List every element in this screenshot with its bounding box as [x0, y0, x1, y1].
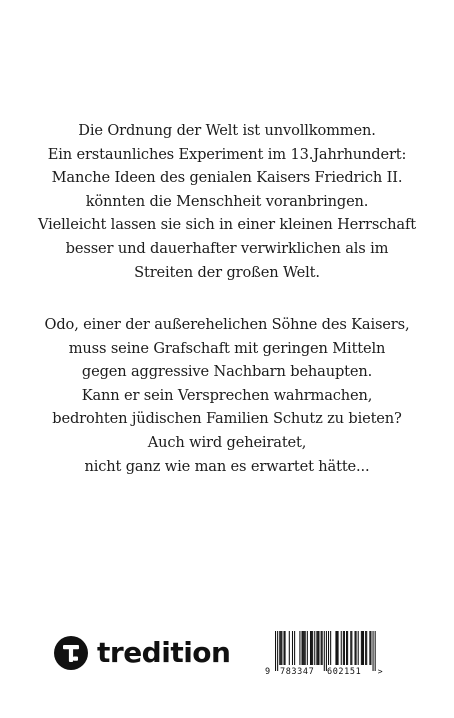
- isbn-barcode: [264, 627, 383, 677]
- barcode-bar: [299, 631, 300, 665]
- barcode-bar: [304, 631, 305, 665]
- barcode-bar: [283, 631, 284, 665]
- barcode-bar: [362, 631, 363, 665]
- barcode-bar: [321, 631, 322, 665]
- barcode-bar: [338, 631, 339, 665]
- barcode-bar: [326, 631, 327, 671]
- barcode-bar: [310, 631, 311, 665]
- barcode-bar: [361, 631, 362, 665]
- blurb-line: Manche Ideen des genialen Kaisers Friedrich II.: [51, 169, 403, 187]
- barcode-bar: [351, 631, 352, 665]
- barcode-bar: [275, 631, 276, 671]
- barcode-bar: [279, 631, 280, 665]
- blurb-line: Streiten der großen Welt.: [134, 263, 320, 281]
- barcode-bar: [336, 631, 337, 665]
- barcode-bar: [363, 631, 364, 665]
- barcode-bar: [312, 631, 313, 665]
- barcode-bar: [373, 631, 374, 671]
- publisher-logo: [54, 636, 230, 670]
- barcode-bar: [277, 631, 278, 671]
- barcode-bar: [294, 631, 295, 665]
- barcode-bar: [322, 631, 323, 665]
- barcode-bar: [335, 631, 336, 665]
- barcode-bar: [347, 631, 348, 665]
- blurb-line: nicht ganz wie man es erwartet hätte...: [84, 457, 370, 475]
- barcode-digit-group-1: 783347: [280, 667, 315, 677]
- blurb-line: bedrohten jüdischen Familien Schutz zu bieten?: [52, 410, 402, 428]
- barcode-bar: [307, 631, 308, 665]
- barcode-bar: [311, 631, 312, 665]
- barcode-bar: [324, 631, 325, 671]
- barcode-bar: [314, 631, 315, 665]
- blurb-line: gegen aggressive Nachbarn behaupten.: [81, 363, 373, 381]
- barcode-bar: [328, 631, 329, 665]
- barcode-bar: [317, 631, 318, 665]
- blurb-line: Kann er sein Versprechen wahrmachen,: [81, 386, 373, 404]
- barcode-bar: [365, 631, 366, 665]
- barcode-bar: [355, 631, 356, 665]
- tredition-logo-icon: [54, 636, 88, 670]
- blurb-line: Odo, einer der außerehelichen Söhne des Kaisers,: [44, 316, 410, 333]
- barcode-bar: [316, 631, 317, 665]
- barcode-bar: [366, 631, 367, 665]
- barcode-bar: [343, 631, 344, 665]
- blurb-line: könnten die Menschheit voranbringen.: [85, 192, 369, 210]
- blurb-line: Auch wird geheiratet,: [147, 433, 307, 451]
- barcode-bar: [302, 631, 303, 665]
- barcode-bar: [358, 631, 359, 665]
- blurb-paragraph-2: [0, 313, 454, 478]
- barcode-digit-group-2: 602151: [327, 667, 362, 677]
- barcode-bar: [346, 631, 347, 665]
- barcode-bar: [305, 631, 306, 665]
- barcode-bar: [350, 631, 351, 665]
- blurb-paragraph-1: [0, 119, 454, 284]
- barcode-bar: [285, 631, 286, 665]
- barcode-quiet-zone-marker: >: [377, 667, 383, 676]
- barcode-bar: [341, 631, 342, 665]
- barcode-bar: [356, 631, 357, 665]
- barcode-bar: [375, 631, 376, 671]
- publisher-name: tredition: [97, 636, 231, 669]
- blurb-line: besser und dauerhafter verwirklichen als im: [65, 239, 389, 257]
- barcode-bar: [289, 631, 290, 665]
- barcode-bar: [370, 631, 371, 665]
- barcode-bar: [330, 631, 331, 665]
- blurb-line: muss seine Grafschaft mit geringen Mitteln: [68, 339, 386, 357]
- barcode-bar: [344, 631, 345, 665]
- barcode-bar: [318, 631, 319, 665]
- barcode-bar: [303, 631, 304, 665]
- barcode-bar: [369, 631, 370, 665]
- barcode-bar: [292, 631, 293, 665]
- blurb-line: Die Ordnung der Welt ist unvollkommen.: [78, 122, 376, 139]
- barcode-bar: [280, 631, 281, 665]
- barcode-first-digit: 9: [265, 667, 271, 677]
- blurb-line: Ein erstaunliches Experiment im 13.Jahrhundert:: [47, 145, 407, 163]
- blurb-line: Vielleicht lassen sie sich in einer kleinen Herrschaft: [38, 216, 416, 234]
- barcode-bar: [281, 631, 282, 665]
